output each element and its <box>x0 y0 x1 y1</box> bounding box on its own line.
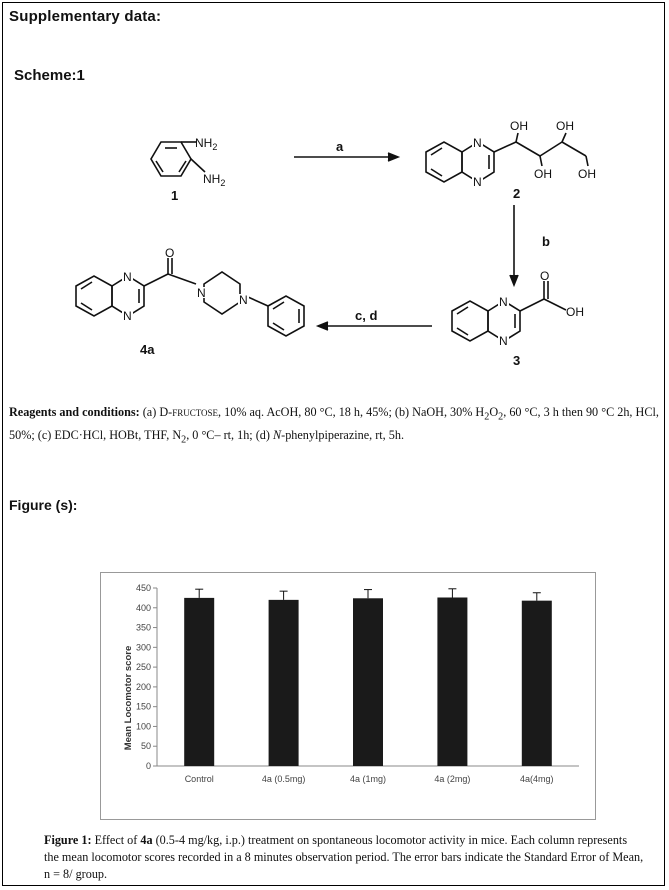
compound-label-2: 2 <box>513 186 521 201</box>
atom-n: N <box>499 334 508 348</box>
reagents-text: (a) <box>139 405 160 419</box>
atom-oh: OH <box>578 167 596 181</box>
bar <box>353 598 383 766</box>
y-axis-label: Mean Locomotor score <box>123 645 134 751</box>
x-tick-label: 4a(4mg) <box>520 774 554 784</box>
reagents-text: D-fructose <box>159 405 219 419</box>
caption-label: Figure 1: <box>44 833 92 847</box>
caption-text: Effect of <box>91 833 141 847</box>
atom-n: N <box>197 286 206 300</box>
atom-n: N <box>473 175 482 189</box>
arrow-label-cd: c, d <box>355 308 378 323</box>
atom-oh: OH <box>566 305 584 319</box>
y-tick-label: 100 <box>135 721 151 732</box>
x-tick-label: 4a (1mg) <box>349 774 387 784</box>
y-tick-label: 0 <box>145 761 151 771</box>
atom-n: N <box>123 270 132 284</box>
arrow-label-a: a <box>336 139 344 154</box>
atom-o: O <box>165 246 175 260</box>
y-tick-label: 450 <box>135 583 151 593</box>
x-tick-label: 4a (0.5mg) <box>261 774 306 784</box>
y-tick-label: 50 <box>140 741 151 752</box>
reagents-text: , 60 °C, 3 h then 90 °C 2h, HCl, 50%; (c) EDC·HCl, HOBt, THF, N <box>9 405 659 443</box>
scheme-heading: Scheme:1 <box>14 67 85 84</box>
atom-oh: OH <box>556 119 574 133</box>
compound-label-4a: 4a <box>140 342 155 357</box>
reagents-sub: 2 <box>181 434 187 446</box>
arrow-label-b: b <box>542 234 550 249</box>
reagents-label: Reagents and conditions: <box>9 405 140 419</box>
bar <box>437 597 467 766</box>
x-tick-label: Control <box>184 774 214 784</box>
figure-caption <box>44 832 644 883</box>
atom-n: N <box>239 293 248 307</box>
reagents-and-conditions <box>9 403 661 450</box>
reagents-text: , 0 °C– rt, 1h; (d) <box>186 428 273 443</box>
y-tick-label: 200 <box>135 681 151 692</box>
reagents-text: , 10% aq. AcOH, 80 °C, 18 h, 45%; (b) NaOH, 30% H <box>218 405 485 419</box>
reagents-text: -phenylpiperazine, rt, 5h. <box>281 428 404 443</box>
atom-n: N <box>499 295 508 309</box>
bar-chart <box>101 573 595 819</box>
compound-label-1: 1 <box>171 188 179 203</box>
caption-text: (0.5-4 mg/kg, i.p.) treatment on spontaneous locomotor activity in mice. Each column represents the mean locomotor scores recorded in a 8 minutes observation period. The error bars indicate the Standard Error of Mean, n = 8/ group. <box>44 833 644 881</box>
y-tick-label: 350 <box>135 622 151 633</box>
bar <box>269 600 299 766</box>
atom-nh2-bottom: $NH_2$ <box>203 172 226 188</box>
y-tick-label: 150 <box>135 701 151 712</box>
figures-heading: Figure (s): <box>9 497 78 513</box>
y-tick-label: 400 <box>135 602 151 613</box>
atom-n: N <box>473 136 482 150</box>
reagents-text: O <box>489 405 499 419</box>
atom-nh2-top: $NH_2$ <box>195 136 218 152</box>
atom-n: N <box>123 309 132 323</box>
reagents-sub: 2 <box>484 411 490 423</box>
compound-3-structure <box>452 281 566 341</box>
bar <box>522 601 552 766</box>
reagents-italic: N <box>273 428 282 443</box>
atom-oh: OH <box>510 119 528 133</box>
atom-oh: OH <box>534 167 552 181</box>
chart-container <box>100 572 596 820</box>
compound-4a-structure <box>76 258 304 336</box>
x-tick-label: 4a (2mg) <box>434 774 471 784</box>
caption-bold: 4a <box>140 833 153 847</box>
compound-label-3: 3 <box>513 353 521 368</box>
page-title: Supplementary data: <box>9 8 162 25</box>
reaction-scheme <box>0 100 669 375</box>
atom-o: O <box>540 269 550 283</box>
compound-2-structure <box>426 133 588 182</box>
bar <box>184 598 214 766</box>
y-tick-label: 250 <box>135 662 151 673</box>
reagents-sub: 2 <box>498 411 504 423</box>
y-tick-label: 300 <box>135 642 151 653</box>
